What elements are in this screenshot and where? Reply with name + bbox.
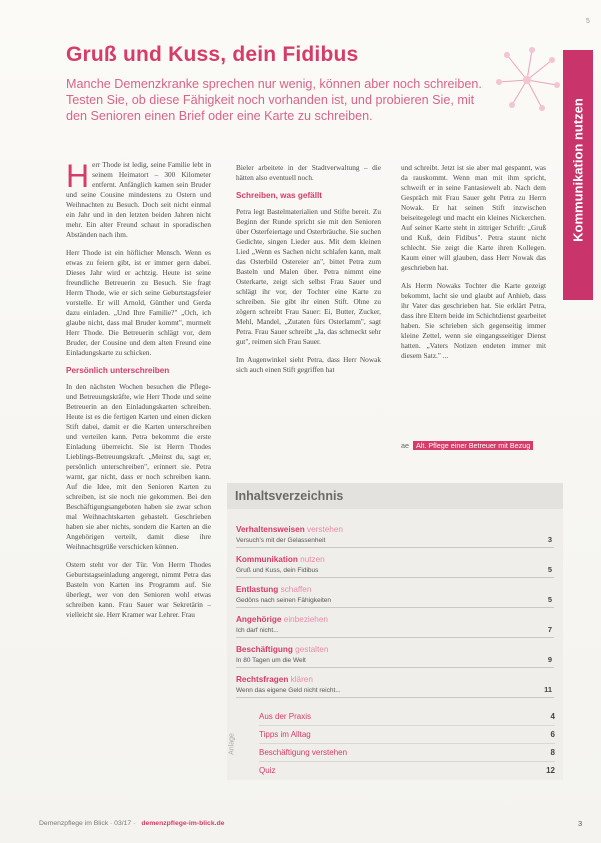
toc-extra-item[interactable]: Aus der Praxis 4	[259, 712, 555, 721]
toc-entry[interactable]	[236, 615, 554, 634]
col2-paragraph-3: Im Augenwinkel sieht Petra, dass Herr Nowak sich auch einen Stift gegriffen hat	[236, 355, 381, 374]
col1-subheading: Persönlich unterschreiben	[66, 366, 170, 375]
toc-divider	[236, 697, 554, 698]
article-title: Gruß und Kuss, dein Fidibus	[66, 43, 359, 66]
toc-category: Beschäftigung gestalten	[236, 645, 329, 654]
toc-page-number: 5	[547, 595, 552, 604]
toc-description: Gruß und Kuss, dein Fidibus	[236, 567, 319, 574]
toc-entry[interactable]	[236, 645, 554, 664]
col3-paragraph-1: und schreibt. Jetzt ist sie aber mal gespannt, was da rauskommt. Wenn man mit ihm spricht, schweift er in seine Fantasiewelt ab. Nach dem Gespräch mit Frau Sauer geht Petra zu Herrn Nowak. Er hat seinen Stift inzwischen beiseitegelegt und macht ein kleines Nickerchen. Auf seiner Karte steht in zittriger Schrift: „Gruß und Kuß, dein Fidibus". Petra staunt nicht schlecht. Sie zeigt die Karte ihren Kollegen. Kaum einer will glauben, dass Herr Nowak das geschrieben hat.	[401, 163, 546, 272]
toc-page-number: 5	[547, 565, 552, 574]
toc-category: Entlastung schaffen	[236, 585, 312, 594]
toc-divider	[236, 577, 554, 578]
toc-page-number: 3	[547, 535, 552, 544]
toc-extra-item[interactable]: Tipps im Alltag 6	[259, 730, 555, 739]
toc-description: Ich darf nicht...	[236, 627, 279, 634]
col2-subheading: Schreiben, was gefällt	[236, 191, 322, 200]
toc-description: Gedöns nach seinen Fähigkeiten	[236, 597, 332, 604]
toc-extra-label: Anlage	[228, 733, 236, 755]
toc-category: Kommunikation nutzen	[236, 555, 325, 564]
toc-entry[interactable]	[236, 525, 554, 544]
col1-paragraph-3: In den nächsten Wochen besuchen die Pflege- und Betreuungskräfte, wie Herr Thode und seine Betreuerin an den Einladungskarten schreiben. Heute ist es die fertigen Karten und einen dicken Stift dabei, damit er die Karten unterschreiben und verteilen kann. Petra bekommt die erste Einladung überreicht. Sie ist Herrn Thodes Lieblings-Betreuungskraft. „Meinst du, sagt er, persönlich unterschreiben", erinnert sie. Petra warnt, gar nicht, dass er noch schreiben kann. Auf die Idee, mit den Senioren Karten zu schreiben, ist sie noch nie gekommen. Bei den Beschäftigungsangeboten haben sie zwar schon mal Weihnachtskarten gebastelt. Geschrieben haben sie aber nichts, sondern die Karten an die Angehörigen verteilt, damit diese ihre Weihnachtsgrüße verschicken können.	[66, 382, 211, 551]
toc-description: Versuch's mit der Gelassenheit	[236, 537, 326, 544]
col1-paragraph-2: Herr Thode ist ein höflicher Mensch. Wenn es etwas zu feiern gibt, ist er immer gern dabei. Dieses Jahr wird er achtzig. Heute ist seine freundliche Betreuerin zu Besuch. Sie fragt Herrn Thode, wie er sich seine Geburtstagsfeier vorstelle. Er will Arnold, Günther und Gerda dazu einladen. „Und Ihre Familie?" „Och, ich glaube nicht, dass mal Bruder kommt", murmelt Herr Thode. Die Betreuerin schlägt vor, dem Bruder, der Cousine und dem alten Freund eine Einladungskarte zu schicken.	[66, 248, 211, 357]
toc-extra-item[interactable]: Quiz 12	[259, 766, 555, 775]
author-initials: ae	[401, 441, 409, 450]
toc-divider	[236, 607, 554, 608]
toc-entry[interactable]	[236, 585, 554, 604]
toc-category: Rechtsfragen klären	[236, 675, 313, 684]
author-signature	[401, 441, 533, 450]
column-3	[401, 163, 546, 369]
corner-mark: 5	[586, 18, 590, 25]
toc-header	[227, 483, 563, 509]
column-2	[236, 163, 381, 383]
col2-paragraph-2: Petra legt Bastelmaterialien und Stifte bereit. Zu Beginn der Runde spricht sie mit den Senioren über Osterfeiertage und Osterbräuche. Sie suchen Gedichte, singen Lieder aus. Mit dem kleinen Lied „Wenn es Sachen nicht schlafen kann, malt das Osterbild Ostereier an", bittet Petra zum Basteln und Malen über. Petra nimmt eine Osterkarte, zeigt sich selbst Frau Sauer und schlägt ihr vor, der Tochter eine Karte zu schreiben. Sie gibt ihr einen Stift. Ohne zu zögern schreibt Frau Sauer: Ei, Butter, Zucker, Mehl, Mandel, „Zutaten fürs Osterlamm", sagt Petra. Frau Sauer schreibt „Ja, das schmeckt sehr gut", reimen sich Frau Sauer.	[236, 207, 381, 346]
toc-divider	[236, 667, 554, 668]
article-lead: Manche Demenzkranke sprechen nur wenig, können aber noch schreiben. Testen Sie, ob diese Fähigkeit noch vorhanden ist, und probieren Sie, mit den Senioren einen Brief oder eine Karte zu schreiben.	[66, 77, 482, 123]
col3-paragraph-2: Als Herrn Nowaks Tochter die Karte gezeigt bekommt, lacht sie und glaubt auf Anhieb, dass ihr Vater das geschrieben hat. Sie erklärt Petra, dass ihre Eltern beide im Schichtdienst gearbeitet haben. Sie schrieben sich gegenseitig immer kleine Zettel, wenn sie eingangsseitiger Dienst hatten. „Vaters Notizen endeten immer mit diesem Satz." ...	[401, 281, 546, 360]
section-tab-label: Kommunikation nutzen	[570, 98, 586, 242]
toc-entry[interactable]	[236, 555, 554, 574]
page-number: 3	[578, 819, 583, 828]
toc-page-number: 9	[547, 655, 552, 664]
col1-paragraph-1: err Thode ist ledig, seine Familie lebt in seinem Heimatort – 300 Kilometer entfernt. Anfänglich kamen sein Bruder und seine Cousine mindestens zu Ostern und Weihnachten zu Besuch. Doch seit nicht einmal ein Jahr und in den letzten beiden Jahren nicht mehr. Ein alter Freund schaut in sporadischen Abständen nach ihm.	[66, 160, 211, 239]
toc-title: Inhaltsverzeichnis	[235, 489, 344, 503]
column-1	[66, 160, 211, 628]
footer-text: Demenzpflege im Blick · 03/17 ·	[39, 820, 136, 827]
toc-divider	[236, 637, 554, 638]
footer-url[interactable]: demenzpflege-im-blick.de	[141, 820, 225, 827]
col1-paragraph-4: Ostern steht vor der Tür. Von Herrn Thodes Geburtstagseinladung angeregt, nimmt Petra das Basteln von Karten ins Programm auf. Sie überlegt, wer von den Senioren wohl etwas schreiben kann. Frau Sauer war Sekretärin – vielleicht sie. Herr Kramer war Lehrer. Frau	[66, 560, 211, 619]
toc-category: Angehörige einbeziehen	[236, 615, 328, 624]
col2-paragraph-1: Bieler arbeitete in der Stadtverwaltung – die hätten also eventuell noch.	[236, 163, 381, 182]
toc-page-number: 7	[547, 625, 552, 634]
toc-description: Wenn das eigene Geld nicht reicht...	[236, 687, 341, 694]
toc-divider	[236, 547, 554, 548]
author-badge: Alt. Pflege einer Betreuer mit Bezug	[413, 441, 533, 450]
toc-entry[interactable]	[236, 675, 554, 694]
drop-cap: H	[66, 158, 90, 194]
dandelion-icon	[487, 40, 567, 120]
toc-page-number: 11	[544, 685, 552, 694]
toc-category: Verhaltensweisen verstehen	[236, 525, 343, 534]
toc-description: In 80 Tagen um die Welt	[236, 657, 306, 664]
toc-extra-item[interactable]: Beschäftigung verstehen 8	[259, 748, 555, 757]
page-footer	[39, 820, 224, 827]
